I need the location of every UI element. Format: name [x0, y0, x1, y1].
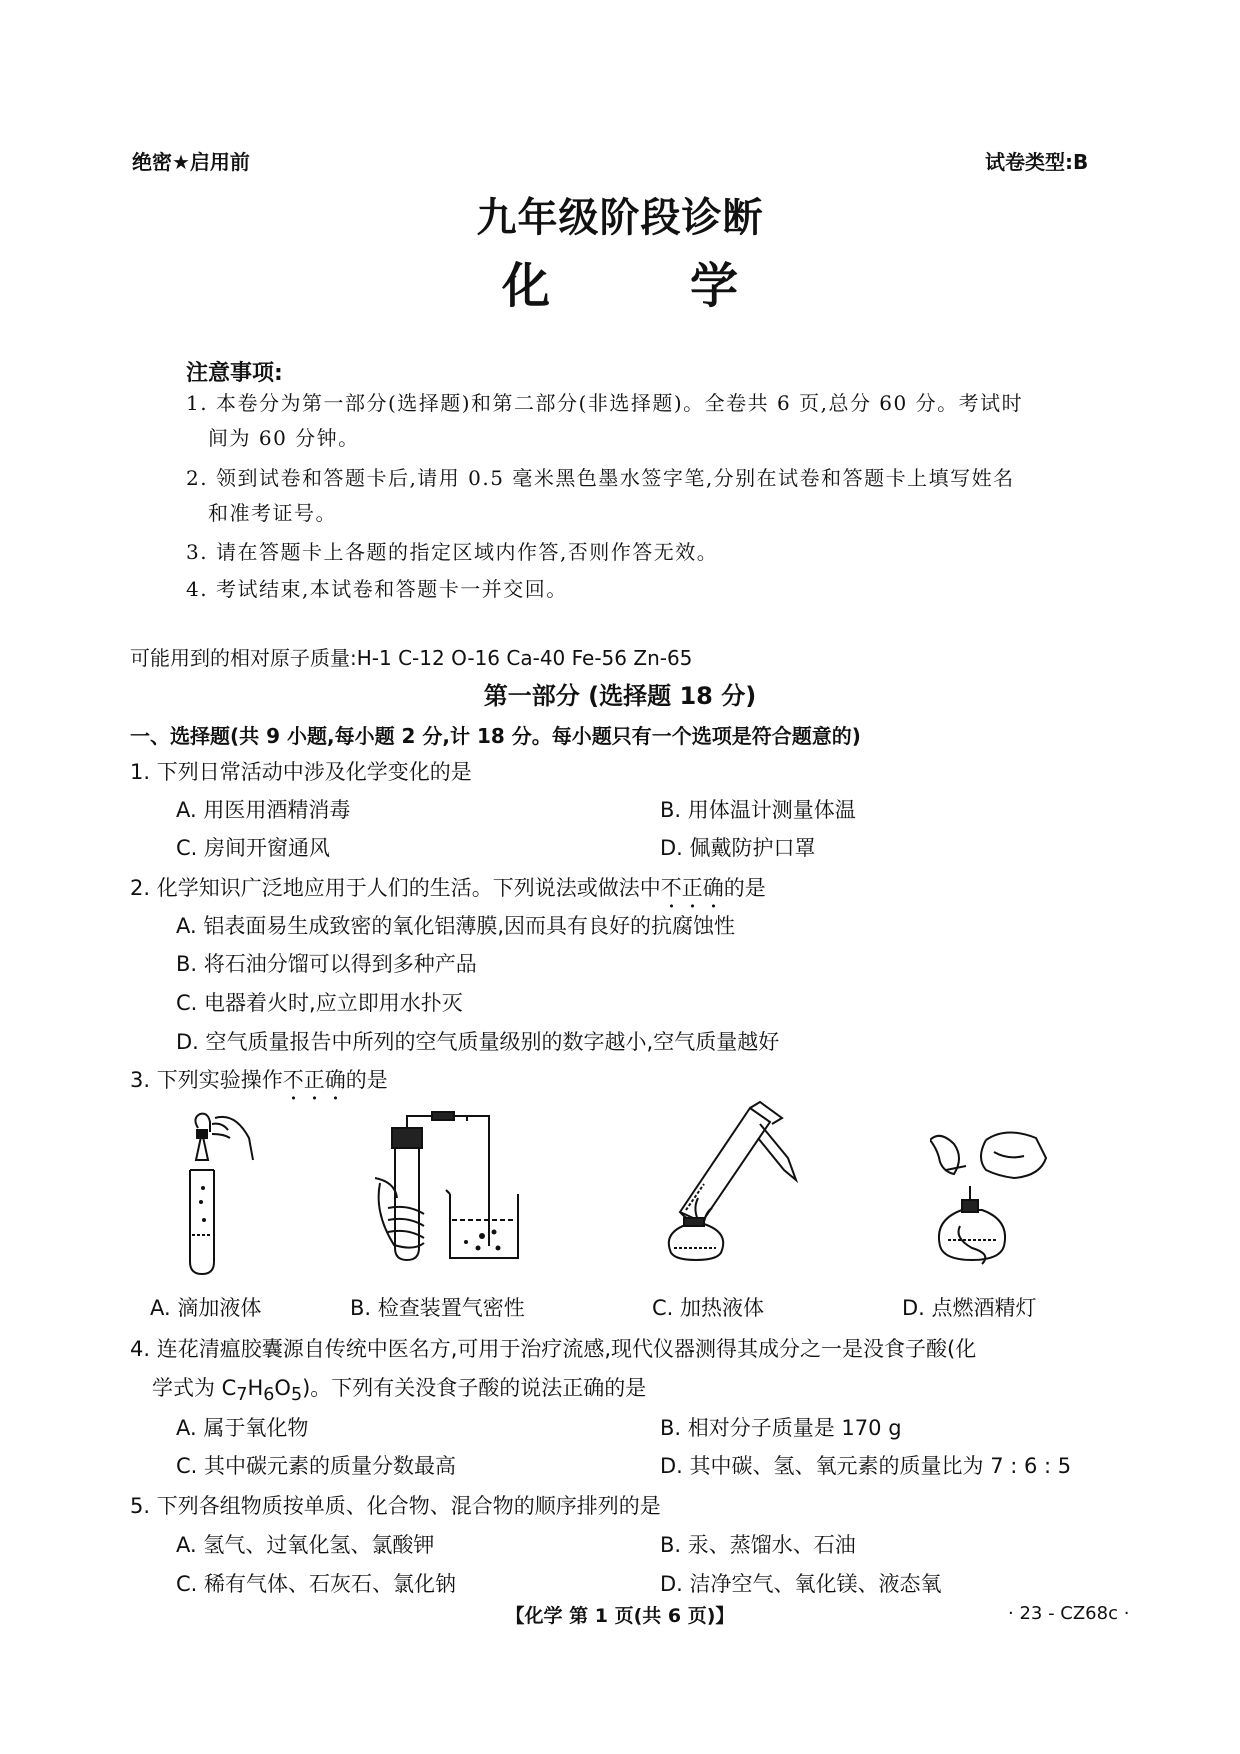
question-4-option-c: C. 其中碳元素的质量分数最高	[176, 1454, 457, 1478]
question-2-option-a: A. 铝表面易生成致密的氧化铝薄膜,因而具有良好的抗腐蚀性	[176, 914, 736, 938]
question-2-stem-post: 的是	[723, 876, 766, 900]
question-4-option-b: B. 相对分子质量是 170 g	[660, 1416, 902, 1440]
figure-lighting-lamp	[930, 1130, 1080, 1280]
question-3-stem-post: 的是	[345, 1068, 388, 1092]
question-4-option-a: A. 属于氧化物	[176, 1416, 309, 1440]
question-3-option-a: A. 滴加液体	[150, 1296, 262, 1320]
question-4-stem-pre: 学式为 C	[152, 1376, 237, 1400]
question-3-stem-pre: 3. 下列实验操作	[130, 1068, 283, 1092]
question-2-option-b: B. 将石油分馏可以得到多种产品	[176, 952, 477, 976]
subject-char-1: 化	[501, 258, 550, 314]
question-3-option-b: B. 检查装置气密性	[350, 1296, 525, 1320]
confidential-label: 绝密★启用前	[132, 150, 250, 174]
question-2-option-d: D. 空气质量报告中所列的空气质量级别的数字越小,空气质量越好	[176, 1030, 780, 1054]
question-2-option-c: C. 电器着火时,应立即用水扑灭	[176, 991, 463, 1015]
formula-h: H	[247, 1376, 264, 1400]
paper-type-label: 试卷类型:B	[985, 150, 1089, 174]
question-1-stem: 1. 下列日常活动中涉及化学变化的是	[130, 760, 472, 784]
notice-item-4: 4. 考试结束,本试卷和答题卡一并交回。	[186, 577, 568, 601]
subject-char-2: 学	[690, 258, 739, 314]
page-footer: 【化学 第 1 页(共 6 页)】	[505, 1605, 735, 1627]
question-5-option-c: C. 稀有气体、石灰石、氯化钠	[176, 1572, 457, 1596]
notice-item-1-line-1: 1. 本卷分为第一部分(选择题)和第二部分(非选择题)。全卷共 6 页,总分 60 分。考试时	[186, 391, 1024, 415]
question-3-option-d: D. 点燃酒精灯	[902, 1296, 1037, 1320]
question-5-option-b: B. 汞、蒸馏水、石油	[660, 1533, 856, 1557]
question-4-stem-post: )。下列有关没食子酸的说法正确的是	[302, 1376, 647, 1400]
question-2-stem	[130, 872, 766, 913]
figure-heating-liquid	[640, 1100, 820, 1280]
formula-o: O	[274, 1376, 291, 1400]
formula-sub-7: 7	[236, 1385, 248, 1406]
atomic-masses: 可能用到的相对原子质量:H-1 C-12 O-16 Ca-40 Fe-56 Zn-65	[130, 646, 693, 670]
formula-sub-6: 6	[263, 1385, 275, 1406]
notice-item-2-line-1: 2. 领到试卷和答题卡后,请用 0.5 毫米黑色墨水签字笔,分别在试卷和答题卡上填写姓名	[186, 466, 1015, 490]
question-1-option-a: A. 用医用酒精消毒	[176, 798, 351, 822]
notice-item-1-line-2: 间为 60 分钟。	[208, 426, 360, 450]
question-3-emphasis: 不正确	[282, 1068, 346, 1092]
question-4-option-d: D. 其中碳、氢、氧元素的质量比为 7 : 6 : 5	[660, 1454, 1072, 1478]
question-1-option-b: B. 用体温计测量体温	[660, 798, 856, 822]
question-1-option-d: D. 佩戴防护口罩	[660, 836, 816, 860]
page-title: 九年级阶段诊断	[476, 195, 764, 241]
notice-item-2-line-2: 和准考证号。	[208, 501, 337, 525]
figure-dropping-liquid	[170, 1110, 270, 1280]
question-3-option-c: C. 加热液体	[652, 1296, 765, 1320]
notice-heading: 注意事项:	[186, 361, 283, 386]
part1-title: 第一部分 (选择题 18 分)	[483, 682, 757, 710]
question-5-option-d: D. 洁净空气、氧化镁、液态氧	[660, 1572, 942, 1596]
question-2-emphasis: 不正确	[660, 876, 724, 900]
paper-code: · 23 - CZ68c ·	[1008, 1603, 1130, 1624]
formula-sub-5: 5	[290, 1385, 303, 1406]
question-3-stem	[130, 1064, 388, 1105]
question-5-option-a: A. 氢气、过氧化氢、氯酸钾	[176, 1533, 435, 1557]
section-heading: 一、选择题(共 9 小题,每小题 2 分,计 18 分。每小题只有一个选项是符合题意的)	[130, 724, 861, 748]
subject-title	[0, 247, 1240, 316]
figure-airtightness-check	[370, 1108, 540, 1280]
question-4-stem-line-1: 4. 连花清瘟胶囊源自传统中医名方,可用于治疗流感,现代仪器测得其成分之一是没食子酸(化	[130, 1337, 977, 1361]
question-4-stem-line-2	[152, 1372, 646, 1405]
question-2-stem-pre: 2. 化学知识广泛地应用于人们的生活。下列说法或做法中	[130, 876, 661, 900]
question-1-option-c: C. 房间开窗通风	[176, 836, 331, 860]
notice-item-3: 3. 请在答题卡上各题的指定区域内作答,否则作答无效。	[186, 540, 719, 564]
question-5-stem: 5. 下列各组物质按单质、化合物、混合物的顺序排列的是	[130, 1494, 661, 1518]
